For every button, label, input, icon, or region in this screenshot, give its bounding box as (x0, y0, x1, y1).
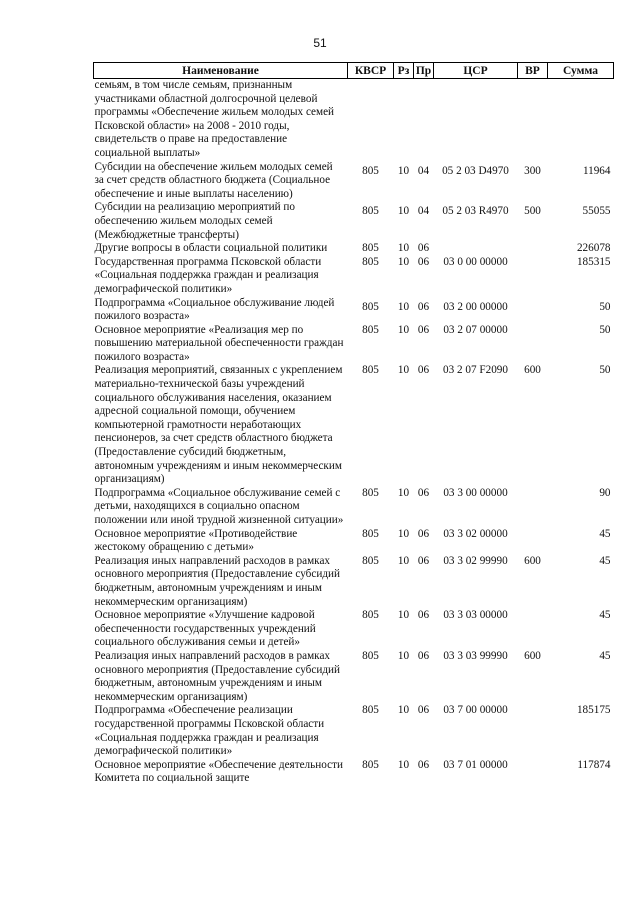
header-pr: Пр (414, 63, 434, 79)
row-sum: 90 (599, 486, 611, 499)
row-sum: 185175 (576, 704, 611, 717)
header-rz: Рз (394, 63, 414, 79)
row-pr: 06 (417, 486, 430, 499)
row-vr (518, 324, 548, 365)
row-csr: 03 2 07 00000 (443, 323, 508, 336)
row-sum: 11964 (582, 164, 611, 177)
row-vr: 500 (524, 205, 541, 218)
row-pr: 06 (417, 300, 430, 313)
row-name: Государственная программа Псковской области «Социальная поддержка граждан и реализация демографической политики» (94, 255, 322, 295)
row-kvsr: 805 (362, 255, 379, 268)
row-kvsr: 805 (362, 527, 379, 540)
row-vr (518, 609, 548, 650)
row-name: Основное мероприятие «Улучшение кадровой обеспеченности государственных учреждений социального обслуживания семьи и детей» (94, 609, 316, 649)
row-pr: 06 (417, 242, 430, 255)
row-csr: 05 2 03 R4970 (442, 205, 509, 218)
row-kvsr: 805 (362, 554, 379, 567)
row-pr: 06 (417, 364, 430, 377)
row-name: Основное мероприятие «Реализация мер по повышению материальной обеспеченности граждан пожилого возраста» (94, 323, 344, 363)
row-rz: 10 (397, 242, 410, 255)
row-csr: 03 3 00 00000 (443, 486, 508, 499)
row-sum: 45 (599, 554, 611, 567)
row-vr (518, 528, 548, 555)
row-sum: 55055 (582, 205, 611, 218)
row-name: Подпрограмма «Социальное обслуживание людей пожилого возраста» (94, 296, 335, 323)
table-row (94, 528, 614, 555)
table-row (94, 704, 614, 758)
row-rz: 10 (397, 255, 410, 268)
row-kvsr: 805 (362, 609, 379, 622)
row-csr: 03 3 03 99990 (443, 649, 508, 662)
row-csr: 03 2 07 F2090 (443, 364, 508, 377)
row-rz: 10 (397, 554, 410, 567)
row-kvsr (348, 79, 394, 161)
row-pr: 06 (417, 255, 430, 268)
row-vr (518, 297, 548, 324)
row-rz: 10 (397, 649, 410, 662)
row-name: семьям, в том числе семьям, признанным участниками областной долгосрочной целевой программы «Обеспечение жильем молодых семей Псковской области» на 2008 - 2010 годы, свидетельств о праве на предоставление социальной выплаты» (94, 79, 335, 159)
budget-table (93, 62, 614, 786)
table-header-row (94, 63, 614, 79)
table-row (94, 79, 614, 161)
row-vr (518, 487, 548, 528)
row-csr: 03 7 01 00000 (443, 758, 508, 771)
row-kvsr: 805 (362, 758, 379, 771)
table-row (94, 242, 614, 256)
row-pr: 04 (417, 164, 430, 177)
row-sum: 45 (599, 527, 611, 540)
row-name: Подпрограмма «Социальное обслуживание семей с детьми, находящихся в социально опасном положении или иной трудной жизненной ситуации» (94, 486, 344, 526)
row-rz: 10 (397, 205, 410, 218)
row-pr (414, 79, 434, 161)
table-row (94, 201, 614, 242)
row-sum: 45 (599, 649, 611, 662)
row-kvsr: 805 (362, 486, 379, 499)
row-rz: 10 (397, 486, 410, 499)
row-rz: 10 (397, 364, 410, 377)
row-vr: 300 (524, 164, 541, 177)
row-name: Основное мероприятие «Обеспечение деятельности Комитета по социальной защите (94, 758, 343, 785)
row-kvsr: 805 (362, 704, 379, 717)
header-csr: ЦСР (434, 63, 518, 79)
row-vr (518, 79, 548, 161)
row-pr: 06 (417, 704, 430, 717)
row-pr: 06 (417, 649, 430, 662)
table-row (94, 324, 614, 365)
row-vr: 600 (524, 649, 541, 662)
row-csr (434, 79, 518, 161)
row-name: Другие вопросы в области социальной политики (94, 242, 328, 255)
row-sum: 185315 (576, 255, 611, 268)
table-row (94, 609, 614, 650)
row-csr: 03 0 00 00000 (443, 255, 508, 268)
row-kvsr: 805 (362, 323, 379, 336)
header-sum: Сумма (548, 63, 614, 79)
row-csr: 03 3 02 00000 (443, 527, 508, 540)
header-kvsr: КВСР (348, 63, 394, 79)
row-name: Субсидии на обеспечение жильем молодых семей за счет средств областного бюджета (Социальное обеспечение и иные выплаты населению) (94, 160, 333, 200)
page-number: 51 (313, 36, 327, 50)
row-csr: 03 3 02 99990 (443, 554, 508, 567)
row-name: Основное мероприятие «Противодействие жестокому обращению с детьми» (94, 527, 298, 554)
row-rz: 10 (397, 164, 410, 177)
row-kvsr: 805 (362, 649, 379, 662)
table-row (94, 297, 614, 324)
header-vr: ВР (518, 63, 548, 79)
row-name: Реализация иных направлений расходов в рамках основного мероприятия (Предоставление субсидий бюджетным, автономным учреждениям и иным некоммерческим организациям) (94, 554, 340, 608)
row-name: Реализация мероприятий, связанных с укреплением материально-технической базы учреждений социального обслуживания населения, оказанием адресной социальной помощи, обучением компьютерной грамотности неработающих пенсионеров, за счет средств областного бюджета (Предоставление субсидий бюджетным, автономным учреждениям и иным некоммерческим организациям) (94, 364, 343, 486)
row-pr: 04 (417, 205, 430, 218)
row-vr (518, 242, 548, 256)
row-rz: 10 (397, 323, 410, 336)
row-pr: 06 (417, 554, 430, 567)
row-rz: 10 (397, 300, 410, 313)
row-rz: 10 (397, 758, 410, 771)
row-sum: 45 (599, 609, 611, 622)
row-vr (518, 759, 548, 786)
table-row (94, 759, 614, 786)
row-pr: 06 (417, 609, 430, 622)
table-row (94, 650, 614, 704)
row-rz: 10 (397, 609, 410, 622)
row-sum: 50 (599, 300, 611, 313)
row-sum: 50 (599, 323, 611, 336)
row-kvsr: 805 (362, 205, 379, 218)
row-rz (394, 79, 414, 161)
row-pr: 06 (417, 758, 430, 771)
row-kvsr: 805 (362, 164, 379, 177)
row-name: Подпрограмма «Обеспечение реализации государственной программы Псковской области «Социальная поддержка граждан и реализация демографической политики» (94, 704, 325, 758)
table-row (94, 487, 614, 528)
header-name: Наименование (94, 63, 348, 79)
row-kvsr: 805 (362, 300, 379, 313)
table-row (94, 161, 614, 202)
row-vr (518, 256, 548, 297)
row-pr: 06 (417, 323, 430, 336)
row-name: Реализация иных направлений расходов в рамках основного мероприятия (Предоставление субсидий бюджетным, автономным учреждениям и иным некоммерческим организациям) (94, 649, 340, 703)
table-row (94, 256, 614, 297)
row-sum: 226078 (576, 242, 611, 255)
row-sum: 50 (599, 364, 611, 377)
row-csr (434, 242, 518, 256)
row-csr: 05 2 03 D4970 (442, 164, 509, 177)
row-pr: 06 (417, 527, 430, 540)
row-vr (518, 704, 548, 758)
row-kvsr: 805 (362, 242, 379, 255)
row-kvsr: 805 (362, 364, 379, 377)
table-row (94, 364, 614, 486)
row-vr: 600 (524, 554, 541, 567)
row-name: Субсидии на реализацию мероприятий по обеспечению жильем молодых семей (Межбюджетные трансферты) (94, 201, 296, 241)
row-csr: 03 2 00 00000 (443, 300, 508, 313)
row-rz: 10 (397, 704, 410, 717)
row-rz: 10 (397, 527, 410, 540)
row-sum: 117874 (577, 758, 611, 771)
row-csr: 03 3 03 00000 (443, 609, 508, 622)
row-sum (548, 79, 614, 161)
row-vr: 600 (524, 364, 541, 377)
table-row (94, 555, 614, 609)
row-csr: 03 7 00 00000 (443, 704, 508, 717)
